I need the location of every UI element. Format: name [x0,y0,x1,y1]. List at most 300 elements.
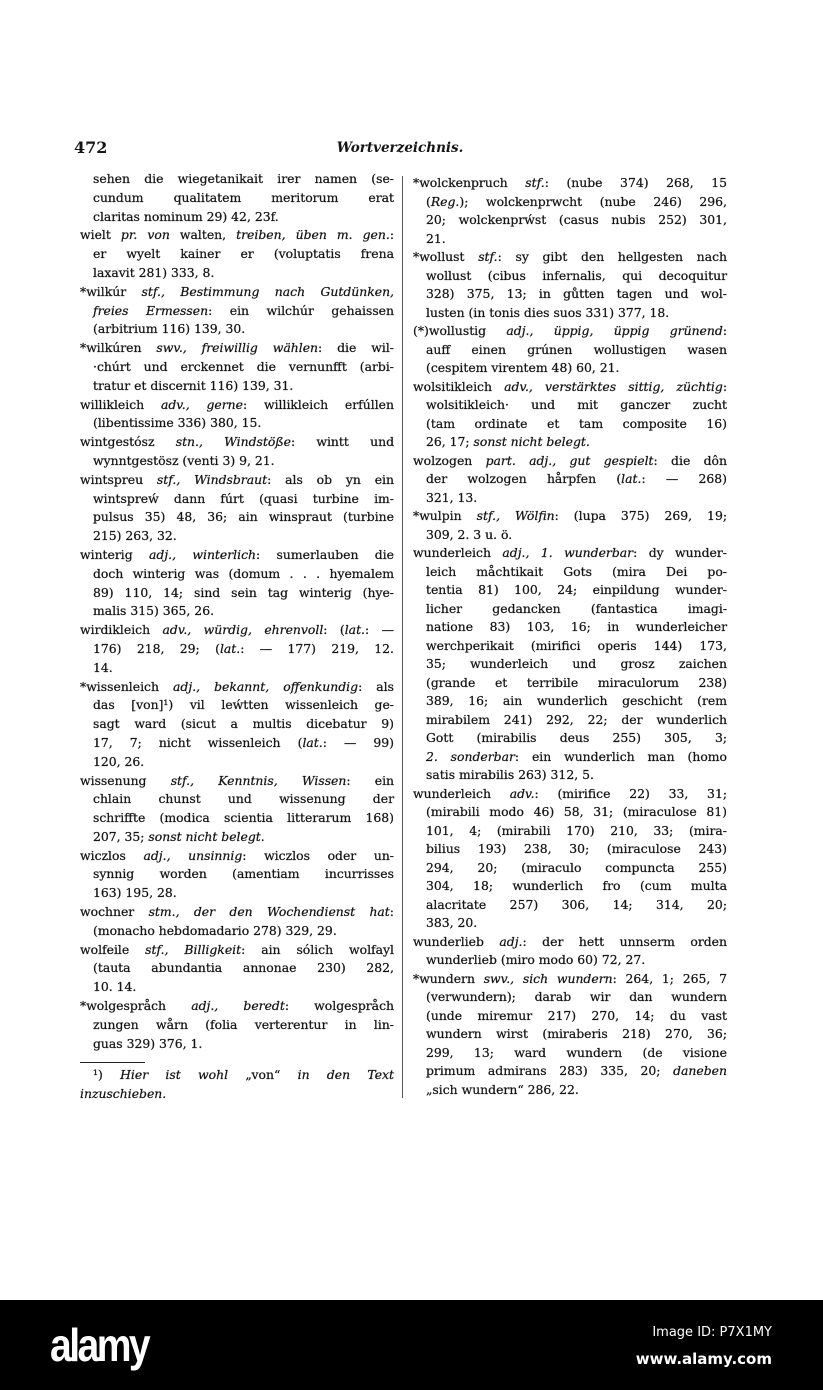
entry-line [413,1007,727,1026]
italic-gloss: 2. sonderbar [426,748,515,764]
entry-line [413,859,727,878]
entry-text: : ein wilchúr gehaissen [208,302,394,318]
italic-gloss: lat. [302,734,323,750]
entry-text: sagt ward (sicut a multis dicebatur 9) [93,716,394,732]
italic-gloss: in den Text [297,1067,395,1082]
entry-text: 383, 20. [426,915,478,930]
entry-line [413,378,727,397]
dictionary-entry [80,772,394,847]
entry-text: 215) 263, 32. [93,528,177,544]
entry-text: wynntgestösz (venti 3) 9, 21. [93,452,275,468]
entry-text: : wintt und [290,434,394,450]
entry-text: 89) 110, 14; sind sein tag winterig (hye- [93,584,394,600]
italic-gloss: sonst nicht belegt. [473,434,590,449]
italic-gloss: lat. [621,471,642,486]
entry-line [413,489,727,508]
dictionary-entry [80,226,394,282]
entry-text: *wilkúr [80,283,142,299]
entry-text: primum admirans 283) 335, 20; [426,1063,674,1078]
entry-line [80,734,394,753]
entry-text: : (lupa 375) 269, 19; [554,508,728,523]
entry-text: 163) 195, 28. [93,885,177,901]
entry-text: natione 83) 103, 16; in wunderleicher [426,619,727,634]
italic-gloss: stf., Kenntnis, Wissen [170,772,347,788]
dictionary-entry [80,941,394,997]
italic-gloss: treiben, üben m. gen. [236,227,390,243]
italic-gloss: adj., winterlich [149,546,257,562]
entry-line [413,1062,727,1081]
entry-text: : — 268) [641,471,727,486]
entry-text: 299, 13; ward wundern (de visione [426,1044,727,1060]
entry-line [413,822,727,841]
entry-text: laxavit 281) 333, 8. [93,264,215,280]
entry-line [80,546,394,565]
entry-line [413,396,727,415]
entry-text: walten, [169,227,237,243]
italic-gloss: lat. [344,622,365,638]
entry-line [80,264,394,283]
entry-text: (arbitrium 116) 139, 30. [93,321,246,337]
entry-text: satis mirabilis 263) 312, 5. [426,767,594,782]
entry-text: synnig worden (amentiam incurrisses [93,866,394,882]
italic-gloss: Reg. [430,193,460,209]
dictionary-entry [80,546,394,621]
entry-text: (libentissime 336) 380, 15. [93,415,262,431]
dictionary-entry [413,248,727,322]
entry-line [80,396,394,415]
entry-line [413,970,727,989]
entry-text: 389, 16; ain wunderlich geschicht (rem [426,693,727,708]
entry-line [413,211,727,230]
entry-line [80,640,394,659]
entry-line [413,193,727,212]
entry-line [413,174,727,193]
entry-text: der wolzogen hårpfen ( [426,471,622,486]
entry-text: wintspreẃ dann fúrt (quasi turbine im- [93,490,394,506]
entry-line [80,226,394,245]
entry-text: das [von]¹) vil leẃtten wissenleich ge- [93,697,394,713]
entry-text: tratur et discernit 116) 139, 31. [93,377,294,393]
entry-line [80,1066,394,1085]
entry-line [80,828,394,847]
dictionary-entry [80,621,394,677]
entry-text: willikleich [80,396,161,412]
entry-line [80,377,394,396]
entry-text: : [722,323,727,338]
entry-text: : wiczlos oder un- [242,847,394,863]
entry-text: wolfeile [80,941,146,957]
entry-line [413,711,727,730]
entry-line [413,692,727,711]
entry-text: 14. [93,659,113,675]
entry-text: „von“ [228,1067,298,1082]
entry-line [413,877,727,896]
italic-gloss: Hier ist wohl [120,1067,229,1082]
entry-text: 328) 375, 13; in gůtten tagen und wol- [426,286,727,301]
left-column [80,170,394,1053]
dictionary-entry [413,174,727,248]
entry-text: (mirabili modo 46) 58, 31; (miraculose 81) [426,804,727,819]
entry-line [413,618,727,637]
entry-line [413,1025,727,1044]
entry-text: wunderlieb (miro modo 60) 72, 27. [426,952,646,967]
entry-line [413,544,727,563]
entry-line [413,230,727,249]
entry-line [80,339,394,358]
entry-line [80,772,394,791]
entry-text: ); wolckenprwcht (nube 246) 296, [459,193,727,209]
entry-text: (cespitem virentem 48) 60, 21. [426,360,620,375]
entry-line [413,322,727,341]
entry-line [413,526,727,545]
entry-text: bilius 193) 238, 30; (miraculose 243) [426,841,727,856]
entry-text: guas 329) 376, 1. [93,1035,203,1051]
entry-text: wielt [80,227,121,243]
entry-line [413,452,727,471]
image-id: Image ID: P7X1MY [652,1325,772,1340]
dictionary-entry [413,933,727,970]
dictionary-entry [413,452,727,508]
entry-line [413,581,727,600]
entry-text: : willikleich erfúllen [242,396,394,412]
entry-text: malis 315) 365, 26. [93,603,215,619]
entry-text: wunderleich [413,785,510,801]
entry-text: 17, 7; nicht wissenleich ( [93,734,303,750]
entry-line [413,433,727,452]
entry-text: er wyelt kainer er (voluptatis frena [93,246,394,262]
dictionary-entry [80,903,394,941]
entry-text: : sumerlauben die [256,546,394,562]
entry-text: leich måchtikait Gots (mira Dei po- [426,563,727,579]
entry-text: wiczlos [80,847,144,863]
entry-text: : — [365,622,394,638]
dictionary-entry [80,678,394,772]
entry-line [80,847,394,866]
entry-text: 21. [426,230,446,246]
entry-text: mirabilem 241) 292, 22; der wunderlich [426,711,727,727]
entry-line [413,785,727,804]
italic-gloss: adv., gerne [160,396,243,412]
italic-gloss: adj., beredt [191,998,285,1014]
watermark-banner [0,1300,823,1390]
entry-text: wochner [80,904,149,920]
footnote [80,1066,394,1103]
entry-line [413,1044,727,1063]
entry-line [413,267,727,286]
dictionary-entry [413,322,727,378]
entry-line [413,507,727,526]
alamy-logo: alamy [50,1319,149,1371]
entry-text: 176) 218, 29; ( [93,640,220,656]
entry-text: : wolgespråch [284,998,394,1014]
entry-text: pulsus 35) 48, 36; ain winspraut (turbine [93,509,394,525]
entry-line [413,896,727,915]
site-url: www.alamy.com [635,1350,772,1368]
italic-gloss: adv., verstärktes sittig, züchtig [504,378,723,394]
italic-gloss: adj., bekannt, offenkundig [173,678,359,694]
entry-line [80,1016,394,1035]
entry-line [413,248,727,267]
dictionary-entry [80,339,394,395]
right-column [413,174,727,1099]
entry-line [80,170,394,189]
entry-text: licher gedancken (fantastica imagi- [426,600,727,616]
entry-text: tentia 81) 100, 24; einpildung wunder- [426,582,727,597]
dictionary-entry [80,433,394,471]
italic-gloss: stf. [478,249,498,264]
italic-gloss: part. adj., gut gespielt [485,452,654,468]
entry-line [413,341,727,360]
entry-text: 321, 13. [426,489,478,505]
dictionary-entry [413,378,727,452]
entry-text: ¹) [93,1067,121,1082]
italic-gloss: inzuschieben. [80,1085,167,1101]
entry-text: schriffte (modica scientia litterarum 168) [93,810,394,826]
dictionary-entry [80,847,394,903]
entry-line [80,508,394,527]
entry-text: wunderleich [413,545,503,560]
italic-gloss: sonst nicht belegt. [148,828,265,844]
entry-line [80,790,394,809]
entry-text: : — 177) 219, 12. [240,640,394,656]
entry-line [413,415,727,434]
italic-gloss: lat. [219,640,241,656]
entry-text: 294, 20; (miraculo compuncta 255) [426,859,727,875]
entry-line [80,865,394,884]
dictionary-entry [80,471,394,546]
dictionary-entry [80,283,394,339]
entry-line [413,637,727,656]
running-title: Wortverzeichnis. [336,140,464,156]
entry-line [80,189,394,208]
dictionary-entry [413,970,727,1100]
entry-line [80,527,394,546]
entry-text: wundern wirst (miraberis 218) 270, 36; [426,1026,727,1041]
italic-gloss: adj., unsinnig [143,847,243,863]
entry-line [80,903,394,922]
italic-gloss: adv., würdig, ehrenvoll [162,622,324,638]
entry-text: (tam ordinate et tam composite 16) [426,415,727,431]
entry-line [80,715,394,734]
entry-line [413,933,727,952]
italic-gloss: stf., Billigkeit [145,941,242,957]
entry-line [413,748,727,767]
entry-line [80,941,394,960]
italic-gloss: stf., Bestimmung nach Gutdünken, [141,283,394,299]
entry-text: : ein wunderlich man (homo [514,748,728,764]
entry-line [413,285,727,304]
italic-gloss: adj., 1. wunderbar [502,545,634,560]
entry-text: ·chúrt und erckennet die vernunfft (arbi- [93,358,394,374]
italic-gloss: stn., Windstöße [175,434,291,450]
dictionary-entry [413,785,727,933]
entry-line [413,951,727,970]
entry-text: wunderlieb [413,933,500,949]
entry-line [80,433,394,452]
entry-text: : ( [323,622,345,638]
italic-gloss: swv., freiwillig wählen [156,340,319,356]
entry-line [80,884,394,903]
entry-text: 10. 14. [93,979,137,995]
entry-text: : ain sólich wolfayl [241,941,394,957]
entry-line [413,988,727,1007]
entry-text: wolsitikleich· und mit ganczer zucht [426,397,727,412]
entry-line [413,359,727,378]
entry-text: chlain chunst und wissenung der [93,791,394,807]
entry-text: 101, 4; (mirabili 170) 210, 33; (mira- [426,822,727,838]
dictionary-entry [80,170,394,226]
entry-text: : 264, 1; 265, 7 [612,970,727,986]
page-number: 472 [74,138,108,157]
entry-line [413,304,727,323]
entry-line [80,471,394,490]
entry-text: (*)wollustig [413,323,507,338]
entry-text: 20; wolckenprẃst (casus nubis 252) 301, [426,212,727,227]
entry-line [80,302,394,321]
entry-line [80,959,394,978]
entry-text: 26, 17; [426,434,474,449]
entry-line [413,655,727,674]
entry-text: *wilkúren [80,340,157,356]
footnote-rule [80,1062,145,1063]
entry-text: *wolckenpruch [413,175,526,190]
entry-text: 304, 18; wunderlich fro (cum multa [426,878,727,893]
entry-line [80,997,394,1016]
entry-line [80,283,394,302]
entry-text: ( [426,193,431,209]
entry-text: *wulpin [413,508,477,523]
entry-text: doch winterig was (domum . . . hyemalem [93,565,394,581]
entry-text: zungen wårn (folia verterentur in lin- [93,1016,394,1032]
italic-gloss: adv. [509,785,535,801]
entry-line [80,678,394,697]
entry-text: (verwundern); darab wir dan wundern [426,989,727,1004]
italic-gloss: stf., Wölfin [476,508,555,523]
entry-text: : sy gibt den hellgesten nach [497,249,727,264]
entry-line [413,729,727,748]
entry-line [80,452,394,471]
entry-text: wolsitikleich [413,378,505,394]
entry-text: claritas nominum 29) 42, 23f. [93,208,279,224]
entry-line [80,978,394,997]
column-divider [402,176,403,1098]
italic-gloss: stm., der den Wochendienst hat [148,904,390,920]
entry-text: lusten (in tonis dies suos 331) 377, 18. [426,304,670,320]
entry-text: *wissenleich [80,678,174,694]
entry-line [80,584,394,603]
entry-line [80,414,394,433]
entry-text: werchperikait (mirifici operis 144) 173, [426,637,727,653]
italic-gloss: pr. von [120,227,170,243]
dictionary-entry [80,997,394,1053]
entry-text: *wollust [413,249,479,264]
entry-text: (grande et terribile miraculorum 238) [426,674,727,690]
entry-text: *wundern [413,970,484,986]
entry-line [80,621,394,640]
entry-text: „sich wundern“ 286, 22. [426,1081,579,1097]
entry-line [80,1035,394,1054]
entry-line [413,803,727,822]
dictionary-entry [413,544,727,785]
entry-text: wintspreu [80,471,157,487]
entry-text: 207, 35; [93,828,149,844]
entry-line [80,358,394,377]
entry-text: wollust (cibus infernalis, qui decoquitur [426,267,727,283]
entry-text: : [389,904,394,920]
entry-text: : (mirifice 22) 33, 31; [534,785,727,801]
entry-line [80,922,394,941]
italic-gloss: adj., üppig, üppig grünend [506,323,723,338]
entry-text: winterig [80,546,150,562]
entry-line [80,565,394,584]
entry-text: wolzogen [413,452,486,468]
entry-text: : [722,378,727,394]
entry-text: : ein [346,772,395,788]
entry-text: auff einen grúnen wollustigen wasen [426,341,727,357]
entry-line [413,674,727,693]
italic-gloss: stf. [525,175,545,190]
entry-text: cundum qualitatem meritorum erat [93,189,394,205]
entry-text: : der hett unnserm orden [522,933,727,949]
entry-line [413,840,727,859]
entry-text: (unde miremur 217) 270, 14; du vast [426,1007,727,1023]
entry-line [80,696,394,715]
italic-gloss: adj. [499,933,523,949]
entry-text: (tauta abundantia annonae 230) 282, [93,960,394,976]
entry-line [413,563,727,582]
entry-text: 309, 2. 3 u. ö. [426,526,513,542]
entry-line [80,602,394,621]
entry-text: sehen die wiegetanikait irer namen (se- [93,171,394,186]
entry-line [80,809,394,828]
entry-text: : die wil- [318,340,394,356]
entry-text: Gott (mirabilis deus 255) 305, 3; [426,730,727,745]
entry-text: : — 99) [322,734,394,750]
entry-line [413,766,727,785]
entry-text: wintgestósz [80,434,176,450]
entry-line [413,914,727,933]
entry-text: alacritate 257) 306, 14; 314, 20; [426,896,727,912]
entry-text: : dy wunder- [633,545,727,560]
italic-gloss: daneben [673,1063,727,1078]
entry-text: wissenung [80,772,171,788]
entry-text: 120, 26. [93,753,145,769]
dictionary-entry [413,507,727,544]
entry-line [80,490,394,509]
entry-text: *wolgespråch [80,998,192,1014]
entry-line [80,208,394,227]
entry-line [80,659,394,678]
entry-line [80,320,394,339]
entry-text: (monacho hebdomadario 278) 329, 29. [93,922,337,938]
entry-line [80,1085,394,1104]
entry-line [413,1081,727,1100]
dictionary-entry [80,396,394,434]
italic-gloss: swv., sich wundern [483,970,613,986]
entry-text: : (nube 374) 268, 15 [544,175,727,190]
entry-line [413,600,727,619]
entry-line [80,753,394,772]
entry-text: : [389,227,394,243]
entry-text: : als [358,678,394,694]
entry-line [80,245,394,264]
entry-text: : als ob yn ein [267,471,394,487]
italic-gloss: stf., Windsbraut [156,471,268,487]
entry-line [413,470,727,489]
entry-text: : die dôn [653,452,727,468]
entry-text: 35; wunderleich und grosz zaichen [426,656,727,671]
italic-gloss: freies Ermessen [93,302,209,318]
